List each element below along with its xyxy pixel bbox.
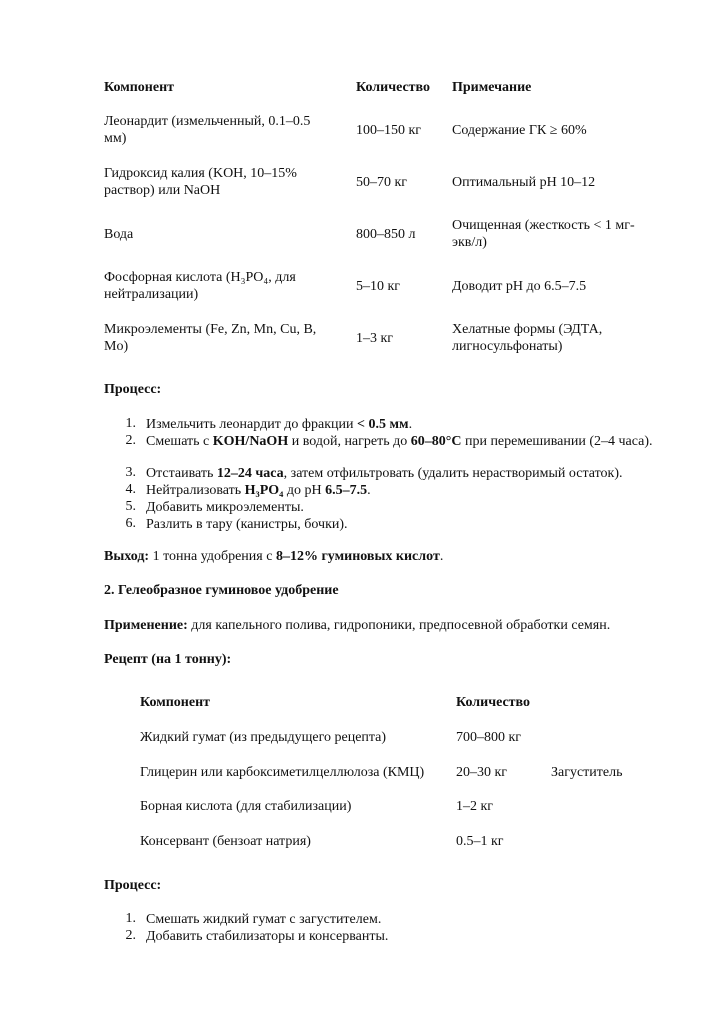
table-2-header-component: Компонент: [140, 695, 211, 710]
list-text: .: [367, 483, 371, 498]
output-end: .: [439, 549, 444, 564]
list-text-bold: 6.5–7.5: [325, 483, 368, 498]
list-number: 4.: [125, 482, 136, 497]
table-2-row-2-quantity: 20–30 кг: [456, 765, 508, 780]
list-number: 5.: [125, 499, 136, 514]
process-2-title: Процесс:: [104, 878, 162, 893]
section-2-title: 2. Гелеобразное гуминовое удобрение: [104, 583, 339, 598]
list-text: и водой, нагреть до: [288, 434, 411, 449]
table-1-row-5-component: Микроэлементы (Fe, Zn, Mn, Cu, B, Mo): [104, 322, 317, 354]
table-1-row-4-component: Фосфорная кислота (H₃PO₄, для нейтрализации): [104, 270, 296, 302]
list-text: Измельчить леонардит до фракции: [146, 417, 357, 432]
list-text: при перемешивании (2–4 часа).: [461, 434, 653, 449]
table-2-row-3-component: Борная кислота (для стабилизации): [140, 799, 352, 814]
list-text: .: [408, 417, 413, 432]
list-text-bold: 12–24 часа: [216, 466, 284, 481]
list-text: Добавить микроэлементы.: [146, 500, 304, 515]
table-1-row-4-quantity: 5–10 кг: [356, 279, 401, 294]
table-1-row-5-note: Хелатные формы (ЭДТА, лигносульфонаты): [452, 322, 603, 354]
table-1-row-3-note: Очищенная (жесткость < 1 мг-экв/л): [452, 218, 635, 250]
list-number: 1.: [125, 911, 136, 926]
list-text: Смешать с: [146, 434, 213, 449]
table-1-row-1-component: Леонардит (измельченный, 0.1–0.5 мм): [104, 114, 311, 146]
output-text: 1 тонна удобрения с: [149, 549, 276, 564]
list-number: 2.: [125, 433, 136, 448]
application-text: для капельного полива, гидропоники, предпосевной обработки семян.: [187, 618, 611, 633]
table-1-row-4-note: Доводит pH до 6.5–7.5: [452, 279, 587, 294]
table-1-row-5-quantity: 1–3 кг: [356, 331, 394, 346]
application-line: [104, 617, 610, 634]
table-1-row-3-quantity: 800–850 л: [356, 227, 416, 242]
list-text-bold: KOH/NaOH: [212, 434, 289, 449]
table-2-row-4-quantity: 0.5–1 кг: [456, 834, 504, 849]
list-text: Разлить в тару (канистры, бочки).: [146, 517, 348, 532]
list-text: Смешать жидкий гумат с загустителем.: [146, 912, 382, 927]
table-2-row-1-quantity: 700–800 кг: [456, 730, 522, 745]
list-text-bold: 60–80°C: [410, 434, 462, 449]
list-text: Добавить стабилизаторы и консерванты.: [146, 929, 389, 944]
table-2-row-2-component: Глицерин или карбоксиметилцеллюлоза (КМЦ): [140, 765, 425, 780]
table-2-row-2-note: Загуститель: [551, 765, 623, 780]
table-1-row-2-note: Оптимальный pH 10–12: [452, 175, 596, 190]
list-text: Отстаивать: [146, 466, 217, 481]
table-1-header-quantity: Количество: [356, 80, 431, 95]
list-text: , затем отфильтровать (удалить нерастворимый остаток).: [283, 466, 623, 481]
list-number: 1.: [125, 416, 136, 431]
table-1-row-2-component: Гидроксид калия (KOH, 10–15% раствор) или NaOH: [104, 166, 297, 198]
table-2-header-quantity: Количество: [456, 695, 531, 710]
table-1-header-note: Примечание: [452, 80, 532, 95]
list-text-bold: < 0.5 мм: [357, 417, 409, 432]
list-number: 2.: [125, 928, 136, 943]
table-2-row-4-component: Консервант (бензоат натрия): [140, 834, 311, 849]
list-text-bold: H₃PO₄: [244, 483, 284, 498]
process-1-title: Процесс:: [104, 382, 162, 397]
list-text: до pH: [283, 483, 326, 498]
table-1-row-1-quantity: 100–150 кг: [356, 123, 422, 138]
table-1-header-component: Компонент: [104, 80, 175, 95]
table-2-row-3-quantity: 1–2 кг: [456, 799, 494, 814]
output-label: Выход:: [104, 549, 150, 564]
list-text: Нейтрализовать: [146, 483, 245, 498]
table-1-row-2-quantity: 50–70 кг: [356, 175, 408, 190]
list-number: 6.: [125, 516, 136, 531]
application-label: Применение:: [104, 618, 188, 633]
table-2-row-1-component: Жидкий гумат (из предыдущего рецепта): [140, 730, 387, 745]
output-line: [104, 548, 443, 565]
output-bold: 8–12% гуминовых кислот: [275, 549, 440, 564]
recipe-title: Рецепт (на 1 тонну):: [104, 652, 232, 667]
list-number: 3.: [125, 465, 136, 480]
table-1-row-3-component: Вода: [104, 227, 134, 242]
table-1-row-1-note: Содержание ГК ≥ 60%: [452, 123, 587, 138]
